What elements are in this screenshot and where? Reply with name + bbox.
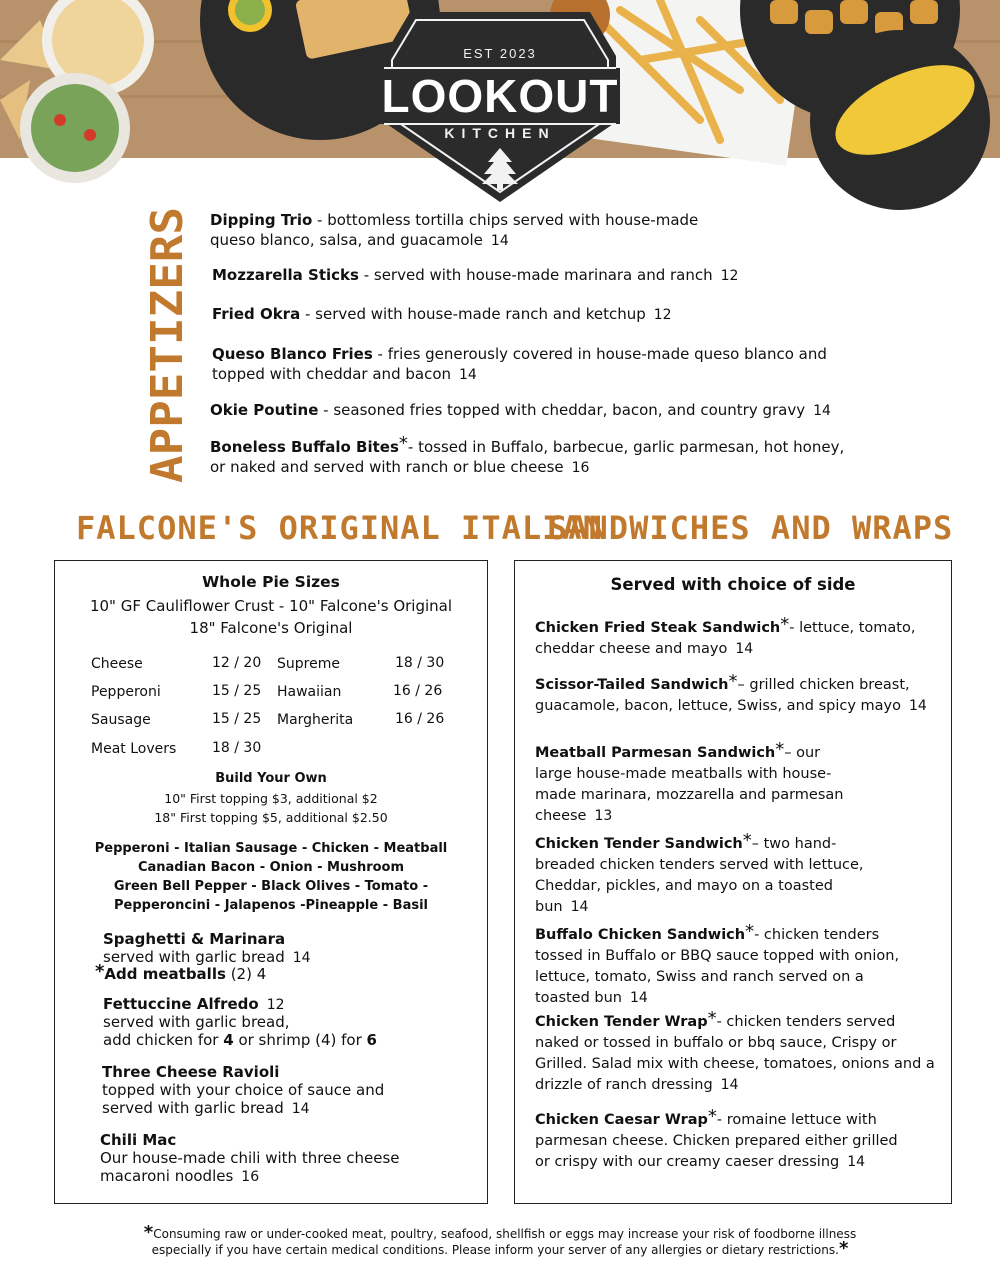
raw-food-disclaimer: *Consuming raw or under-cooked meat, poultry, seafood, shellfish or eggs may increase your risk of foodborne illness especially if you have certain medical conditions. Please inform your server of any allergies or dietary restrictions.* [143, 1222, 857, 1259]
appetizer-item: Okie Poutine - seasoned fries topped with cheddar, bacon, and country gravy 14 [210, 401, 831, 419]
pie-sizes-title: Whole Pie Sizes [202, 573, 340, 591]
sandwich-item: Meatball Parmesan Sandwich*– our large house-made meatballs with house-made marinara, mozzarella and parmesan cheese 13 [535, 739, 844, 824]
pizza-name: Margherita [277, 712, 354, 728]
spaghetti-addon: *Add meatballs (2) 4 [95, 961, 267, 983]
sandwich-item: Chicken Tender Wrap*- chicken tenders served naked or tossed in buffalo or bbq sauce, Crispy or Grilled. Salad mix with cheese, tomatoes, onions and a drizzle of ranch dressing 14 [535, 1008, 935, 1093]
chili-desc: Our house-made chili with three cheese [100, 1149, 400, 1167]
appetizer-item: Mozzarella Sticks - served with house-made marinara and ranch 12 [212, 266, 739, 284]
pizza-name: Hawaiian [277, 684, 342, 700]
pizza-price: 16 / 26 [393, 683, 443, 699]
logo-name: LOOKOUT [381, 70, 619, 122]
pizza-price: 15 / 25 [212, 683, 262, 699]
ravioli-desc: topped with your choice of sauce and [102, 1081, 385, 1099]
pizza-price: 18 / 30 [212, 740, 262, 756]
italian-menu-box [54, 560, 488, 1204]
byo-line: 10" First topping $3, additional $2 [164, 791, 378, 806]
chili-desc: macaroni noodles 16 [100, 1167, 260, 1185]
pizza-price: 12 / 20 [212, 655, 262, 671]
appetizer-item: Dipping Trio - bottomless tortilla chips served with house-made queso blanco, salsa, and guacamole 14 [210, 211, 699, 249]
sandwich-item: Buffalo Chicken Sandwich*- chicken tenders tossed in Buffalo or BBQ sauce topped with onion, lettuce, tomato, Swiss and ranch served on a toasted bun 14 [535, 921, 900, 1006]
pizza-name: Pepperoni [91, 684, 161, 700]
toppings-line: Green Bell Pepper - Black Olives - Tomato - [113, 879, 429, 894]
italian-section-title: FALCONE'S ORIGINAL ITALIAN [76, 509, 603, 547]
pizza-name: Sausage [91, 712, 151, 728]
pizza-price: 18 / 30 [395, 655, 445, 671]
svg-text:APPETIZERS: APPETIZERS [142, 218, 193, 483]
spaghetti-name: Spaghetti & Marinara [103, 930, 286, 948]
sandwiches-menu-box [514, 560, 952, 1204]
toppings-line: Pepperoncini - Jalapenos -Pineapple - Basil [114, 898, 428, 913]
appetizers-title [142, 205, 193, 485]
lookout-kitchen-logo [381, 12, 619, 202]
pizza-name: Meat Lovers [91, 741, 177, 757]
fettuccine-desc: served with garlic bread, [103, 1013, 290, 1031]
pizza-name: Cheese [91, 656, 143, 672]
sandwich-item: Scissor-Tailed Sandwich*– grilled chicken breast, guacamole, bacon, lettuce, Swiss, and spicy mayo 14 [535, 671, 927, 714]
chili-name: Chili Mac [100, 1131, 177, 1149]
sandwich-item: Chicken Fried Steak Sandwich*- lettuce, tomato, cheddar cheese and mayo 14 [535, 614, 916, 657]
pizza-price: 16 / 26 [395, 711, 445, 727]
ravioli-desc: served with garlic bread 14 [102, 1099, 310, 1117]
appetizer-item: Queso Blanco Fries - fries generously covered in house-made queso blanco and topped with cheddar and bacon 14 [212, 345, 827, 383]
logo-sub: KITCHEN [444, 125, 556, 141]
logo-est: EST 2023 [463, 46, 537, 61]
sandwich-item: Chicken Tender Sandwich*– two hand-breaded chicken tenders served with lettuce, Cheddar, pickles, and mayo on a toasted bun 14 [535, 830, 864, 915]
pizza-price: 15 / 25 [212, 711, 262, 727]
pizza-name: Supreme [277, 656, 340, 672]
byo-line: 18" First topping $5, additional $2.50 [154, 810, 388, 825]
spaghetti-desc: served with garlic bread 14 [103, 948, 311, 966]
sandwiches-subtitle: Served with choice of side [610, 575, 856, 594]
pie-sizes-line: 18" Falcone's Original [189, 619, 353, 637]
appetizer-item: Fried Okra - served with house-made ranch and ketchup 12 [212, 305, 672, 323]
appetizer-item: Boneless Buffalo Bites*- tossed in Buffalo, barbecue, garlic parmesan, hot honey, or naked and served with ranch or blue cheese 16 [210, 433, 845, 476]
toppings-line: Pepperoni - Italian Sausage - Chicken - Meatball [94, 841, 448, 856]
ravioli-name: Three Cheese Ravioli [102, 1063, 280, 1081]
fettuccine-name: Fettuccine Alfredo 12 [103, 995, 285, 1013]
sandwiches-section-title: SANDWICHES AND WRAPS [548, 509, 954, 547]
fettuccine-addons: add chicken for 4 or shrimp (4) for 6 [103, 1031, 377, 1049]
toppings-line: Canadian Bacon - Onion - Mushroom [137, 860, 405, 875]
byo-title: Build Your Own [215, 771, 327, 786]
sandwich-item: Chicken Caesar Wrap*- romaine lettuce with parmesan cheese. Chicken prepared either grilled or crispy with our creamy caeser dressing 14 [535, 1106, 898, 1170]
pie-sizes-line: 10" GF Cauliflower Crust - 10" Falcone's Original [89, 597, 453, 615]
